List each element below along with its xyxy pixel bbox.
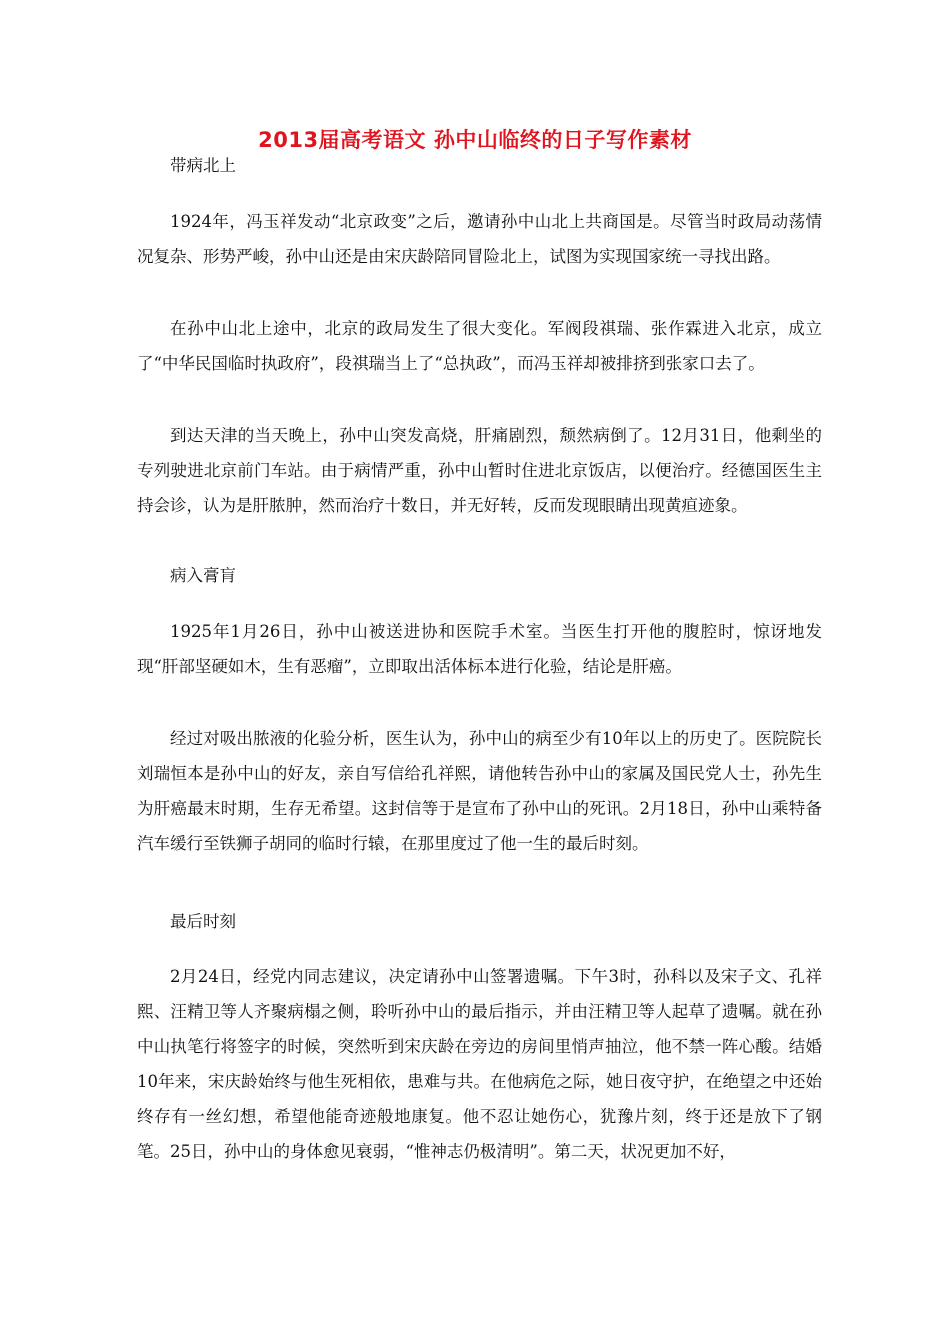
- paragraph: 在孙中山北上途中，北京的政局发生了很大变化。军阀段祺瑞、张作霖进入北京，成立了“中华民国临时执政府”，段祺瑞当上了“总执政”，而冯玉祥却被排挤到张家口去了。: [137, 319, 822, 373]
- paragraph: 到达天津的当天晚上，孙中山突发高烧，肝痛剧烈，颓然病倒了。12月31日，他剩坐的专列驶进北京前门车站。由于病情严重，孙中山暂时住进北京饭店，以便治疗。经德国医生主持会诊，认为是肝脓肿，然而治疗十数日，并无好转，反而发现眼睛出现黄疸迹象。: [137, 426, 822, 515]
- paragraph: 1924年，冯玉祥发动“北京政变”之后，邀请孙中山北上共商国是。尽管当时政局动荡情况复杂、形势严峻，孙中山还是由宋庆龄陪同冒险北上，试图为实现国家统一寻找出路。: [137, 212, 822, 266]
- section-heading-2: 病入膏肓: [170, 566, 236, 585]
- paragraph: 2月24日，经党内同志建议，决定请孙中山签署遗嘱。下午3时，孙科以及宋子文、孔祥熙、汪精卫等人齐聚病榻之侧，聆听孙中山的最后指示，并由汪精卫等人起草了遗嘱。就在孙中山执笔行将签字的时候，突然听到宋庆龄在旁边的房间里悄声抽泣，他不禁一阵心酸。结婚10年来，宋庆龄始终与他生死相依，患难与共。在他病危之际，她日夜守护，在绝望之中还始终存有一丝幻想，希望他能奇迹般地康复。他不忍让她伤心，犹豫片刻，终于还是放下了钢笔。25日，孙中山的身体愈见衰弱，“惟神志仍极清明”。第二天，状况更加不好，: [137, 967, 822, 1161]
- section-heading-3: 最后时刻: [170, 912, 236, 931]
- paragraph: 1925年1月26日，孙中山被送进协和医院手术室。当医生打开他的腹腔时，惊讶地发现“肝部坚硬如木，生有恶瘤”，立即取出活体标本进行化验，结论是肝癌。: [137, 622, 822, 676]
- document-title: 2013届高考语文 孙中山临终的日子写作素材: [258, 128, 692, 152]
- paragraph: 经过对吸出脓液的化验分析，医生认为，孙中山的病至少有10年以上的历史了。医院院长刘瑞恒本是孙中山的好友，亲自写信给孔祥熙，请他转告孙中山的家属及国民党人士，孙先生为肝癌最末时期，生存无希望。这封信等于是宣布了孙中山的死讯。2月18日，孙中山乘特备汽车缓行至铁狮子胡同的临时行辕，在那里度过了他一生的最后时刻。: [137, 729, 822, 853]
- section-heading-1: 带病北上: [170, 156, 236, 175]
